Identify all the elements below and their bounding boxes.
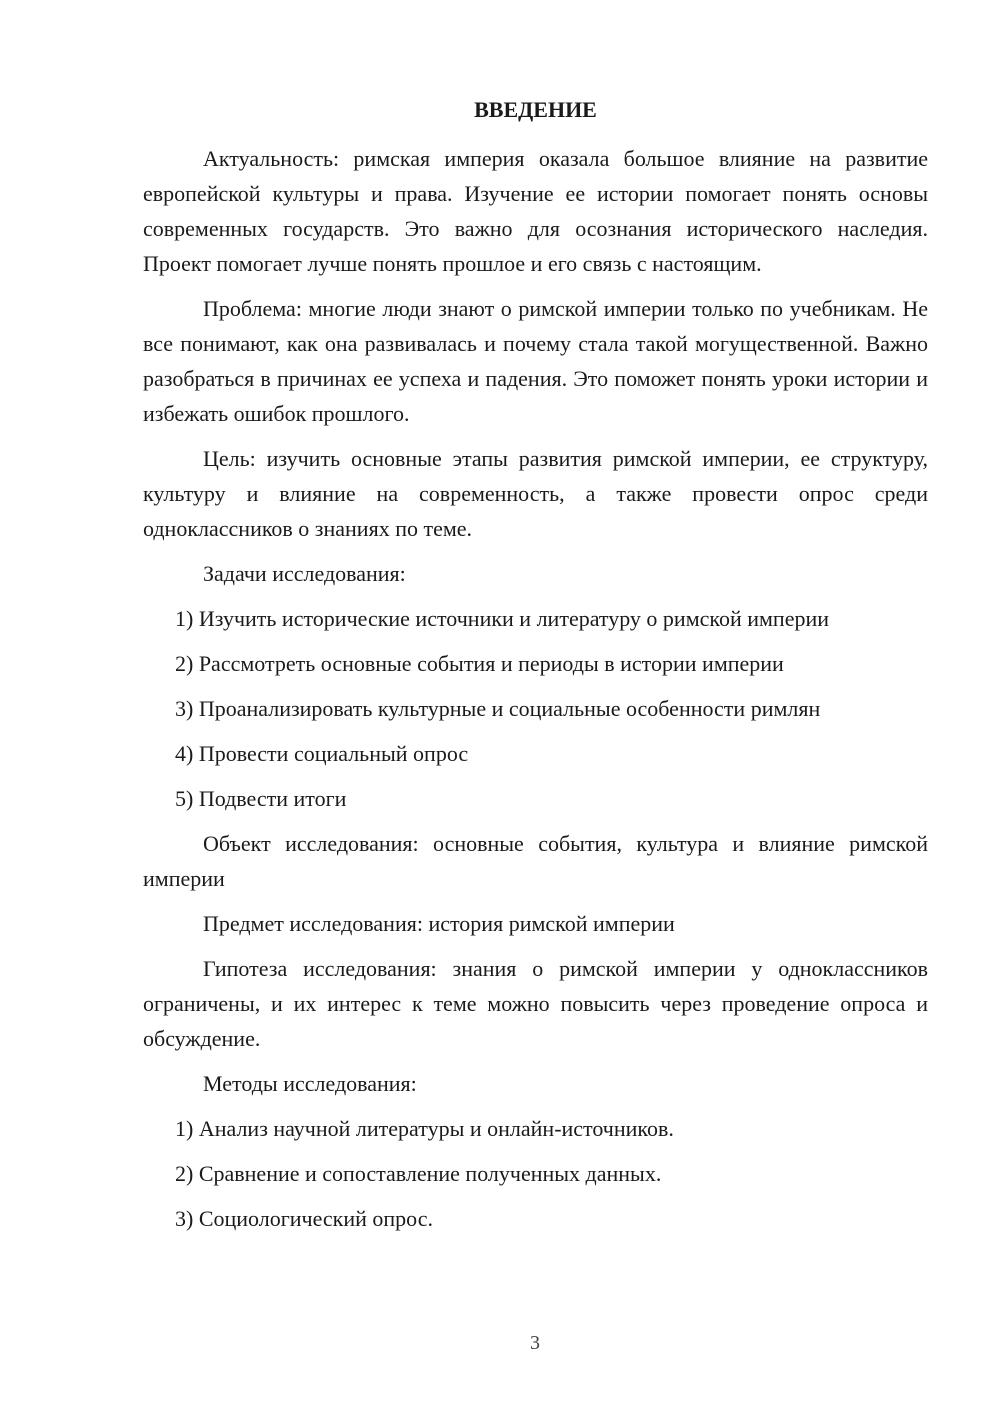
object-paragraph: Объект исследования: основные события, культура и влияние римской империи bbox=[143, 831, 928, 891]
method-item: 1) Анализ научной литературы и онлайн-источников. bbox=[175, 1116, 674, 1141]
tasks-list bbox=[143, 601, 928, 816]
document-page bbox=[143, 92, 928, 1246]
task-item: 3) Проанализировать культурные и социальные особенности римлян bbox=[175, 696, 821, 721]
relevance-paragraph: Актуальность: римская империя оказала большое влияние на развитие европейской культуры и права. Изучение ее истории помогает понять основы современных государств. Это важно для осознания исторического наследия. Проект помогает лучше понять прошлое и его связь с настоящим. bbox=[143, 146, 928, 276]
goal-paragraph: Цель: изучить основные этапы развития римской империи, ее структуру, культуру и влияние на современность, а также провести опрос среди одноклассников о знаниях по теме. bbox=[143, 446, 928, 541]
task-item: 2) Рассмотреть основные события и периоды в истории империи bbox=[175, 651, 784, 676]
methods-heading: Методы исследования: bbox=[203, 1071, 417, 1096]
task-item: 1) Изучить исторические источники и литературу о римской империи bbox=[175, 606, 830, 631]
task-item: 5) Подвести итоги bbox=[175, 786, 347, 811]
method-item: 2) Сравнение и сопоставление полученных данных. bbox=[175, 1161, 662, 1186]
method-item: 3) Социологический опрос. bbox=[175, 1206, 433, 1231]
page-number: 3 bbox=[530, 1332, 540, 1354]
hypothesis-paragraph: Гипотеза исследования: знания о римской империи у одноклассников ограничены, и их интерес к теме можно повысить через проведение опроса и обсуждение. bbox=[143, 956, 928, 1051]
problem-paragraph: Проблема: многие люди знают о римской империи только по учебникам. Не все понимают, как она развивалась и почему стала такой могущественной. Важно разобраться в причинах ее успеха и падения. Это поможет понять уроки истории и избежать ошибок прошлого. bbox=[143, 296, 928, 426]
task-item: 4) Провести социальный опрос bbox=[175, 741, 469, 766]
subject-paragraph: Предмет исследования: история римской империи bbox=[203, 911, 675, 936]
page-title: ВВЕДЕНИЕ bbox=[474, 97, 597, 122]
methods-list bbox=[143, 1111, 928, 1236]
tasks-heading: Задачи исследования: bbox=[203, 561, 406, 586]
